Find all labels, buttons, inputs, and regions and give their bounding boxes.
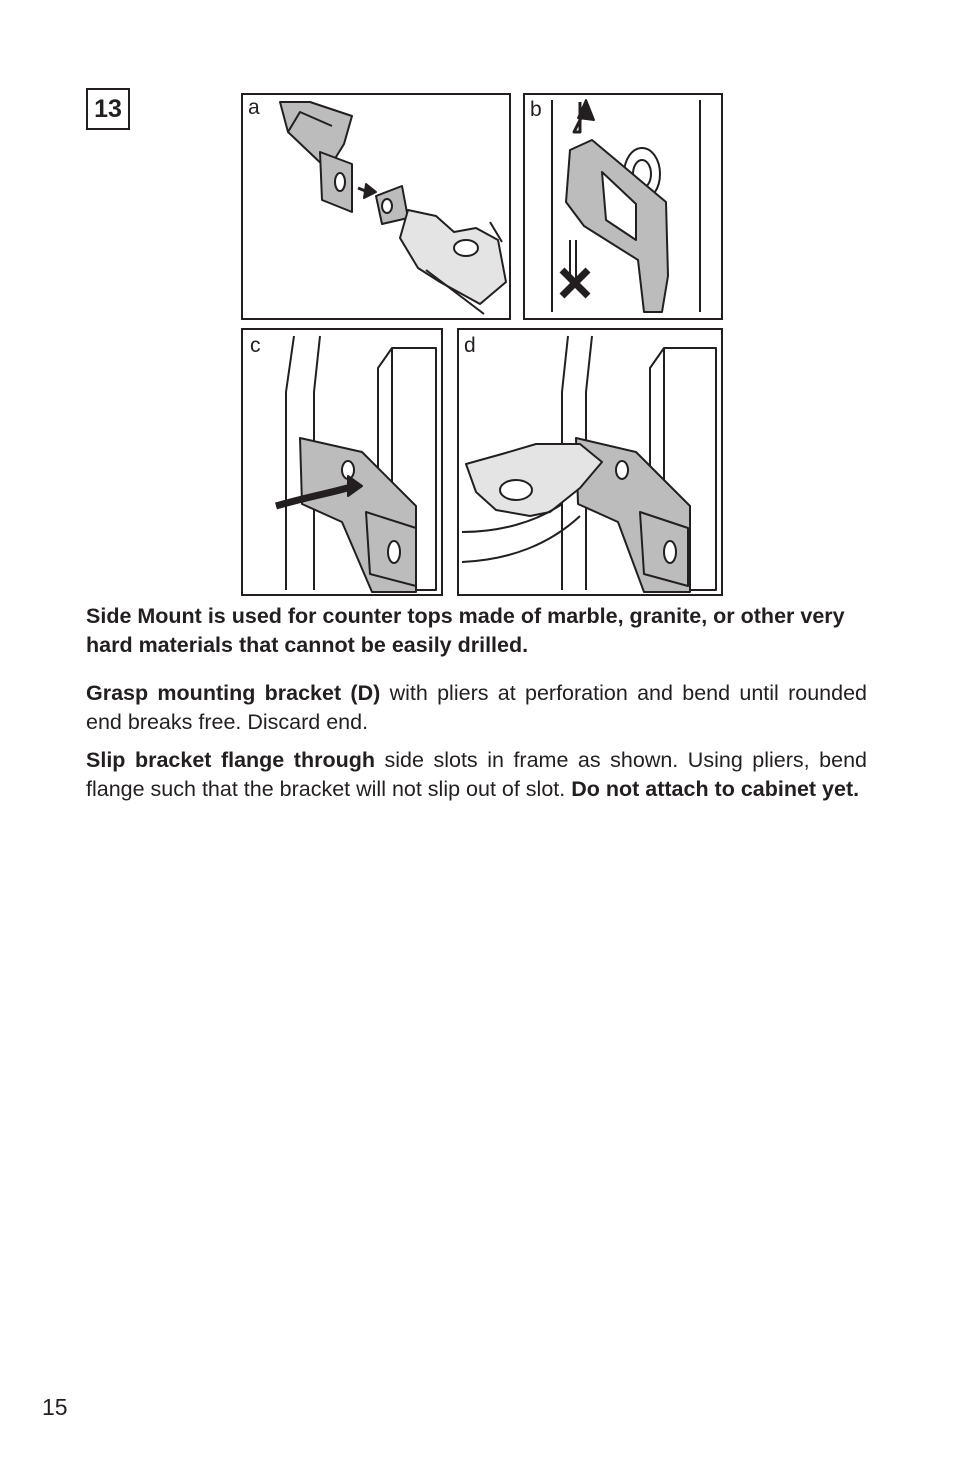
panel-letter-d: d <box>464 334 476 357</box>
panel-letter-b: b <box>530 98 542 121</box>
installation-figure <box>240 92 724 597</box>
instruction-paragraph-1 <box>86 679 867 737</box>
instruction-2-bold: Slip bracket flange through <box>86 748 375 772</box>
instruction-2-warning: Do not attach to cabinet yet. <box>571 777 860 801</box>
instruction-2-text: side slots in frame as shown. Using pliers, bend flange such that the bracket will not slip out of slot. <box>86 748 867 801</box>
instruction-paragraph-2 <box>86 746 867 804</box>
page-number: 15 <box>42 1394 68 1420</box>
instruction-1-text: with pliers at perforation and bend until rounded end breaks free. Discard end. <box>86 681 867 734</box>
panel-letter-c: c <box>250 334 261 357</box>
instruction-1-bold: Grasp mounting bracket (D) <box>86 681 381 705</box>
step-number: 13 <box>94 94 122 123</box>
intro-paragraph: Side Mount is used for counter tops made of marble, granite, or other very hard materials that cannot be easily drilled. <box>86 604 845 657</box>
panel-letter-a: a <box>248 96 260 119</box>
bracket-illustration <box>240 92 724 597</box>
step-number-box <box>86 88 130 130</box>
